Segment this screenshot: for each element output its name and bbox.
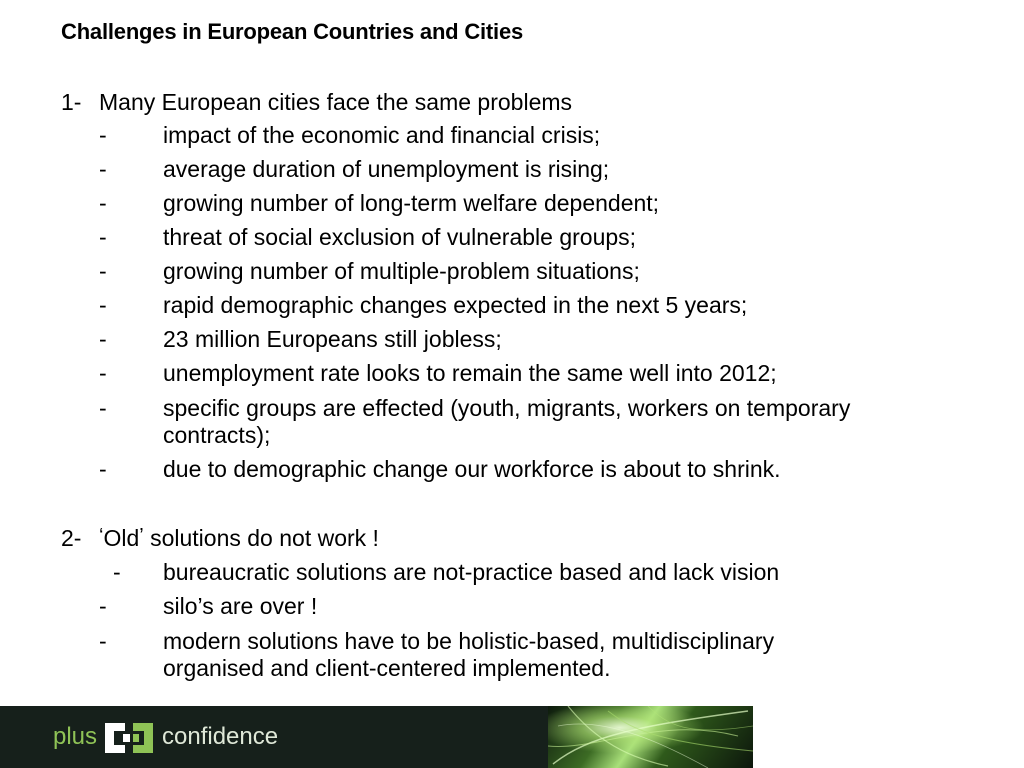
bullet-dash: - [99,258,107,284]
bullet-dash: - [99,395,107,421]
close-quote: ’ [139,525,144,547]
footer-light-image [548,706,753,768]
bullet-dash: - [99,156,107,182]
list-item [99,190,879,217]
bullet-text: unemployment rate looks to remain the same well into 2012; [163,360,777,386]
slide-title: Challenges in European Countries and Cities [61,19,524,44]
bullet-text: bureaucratic solutions are not-practice based and lack vision [163,559,780,585]
bullet-text: threat of social exclusion of vulnerable groups; [163,224,637,250]
bullet-dash: - [99,122,107,148]
bullet-dash: - [99,190,107,216]
list-item [99,628,879,682]
list-item [99,258,879,285]
list-item [99,395,879,449]
section-1-number: 1- [61,89,82,115]
bullet-text: rapid demographic changes expected in the next 5 years; [163,292,748,318]
list-item [99,224,879,251]
footer-band [0,706,548,768]
footer-bar [0,706,1024,768]
quoted-word: Old [103,525,140,551]
list-item [99,122,879,149]
list-item [99,326,879,353]
bullet-text: average duration of unemployment is rising; [163,156,610,182]
list-item [99,156,879,183]
logo-text-confidence: confidence [162,723,279,750]
list-item [99,360,879,387]
logo-bracket-icon [105,723,157,753]
bullet-text: impact of the economic and financial crisis; [163,122,601,148]
bullet-text: specific groups are effected (youth, migrants, workers on temporary contracts); [163,395,851,448]
bullet-dash: - [99,292,107,318]
bullet-text: 23 million Europeans still jobless; [163,326,502,352]
list-item [99,292,879,319]
bullet-text: due to demographic change our workforce is about to shrink. [163,456,781,482]
bullet-dash: - [99,593,107,619]
logo-text-plus: plus [53,723,98,750]
section-1-heading [61,89,572,116]
open-quote: ‘ [99,525,104,547]
section-2-number: 2- [61,525,82,551]
bullet-dash: - [99,326,107,352]
bullet-dash: - [113,559,121,585]
light-streaks-icon [548,706,753,768]
list-item [99,593,879,620]
bullet-dash: - [99,628,107,654]
section-2-heading-text: solutions do not work ! [143,525,379,551]
bullet-text: silo’s are over ! [163,593,318,619]
bullet-dash: - [99,456,107,482]
bullet-dash: - [99,224,107,250]
section-1-heading-text: Many European cities face the same problems [99,89,573,115]
bullet-text: modern solutions have to be holistic-based, multidisciplinary organised and client-centered implemented. [163,628,775,681]
list-item [99,456,879,483]
list-item [99,559,879,586]
bullet-text: growing number of long-term welfare dependent; [163,190,660,216]
bullet-text: growing number of multiple-problem situations; [163,258,640,284]
bullet-dash: - [99,360,107,386]
section-2-heading [61,525,379,552]
